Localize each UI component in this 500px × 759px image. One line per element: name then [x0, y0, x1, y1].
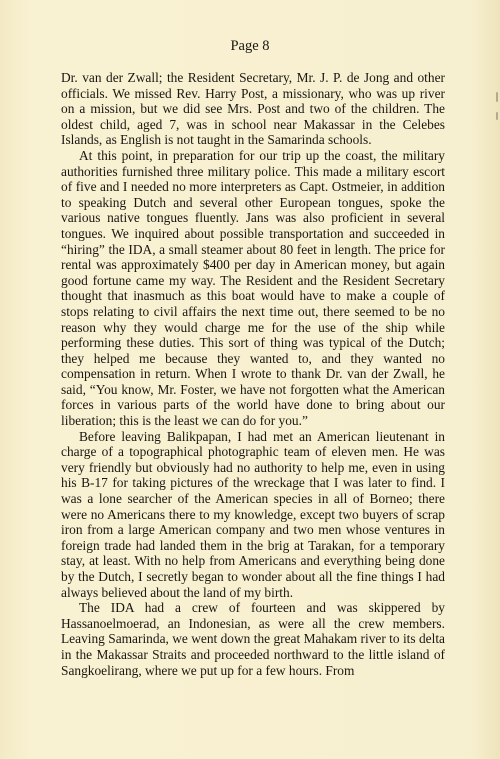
paragraph: The IDA had a crew of fourteen and was skippered by Hassanoelmoerad, an Indonesian, as were all the crew members. Leaving Samarinda, we went down the great Mahakam river to its delta in the Makassar Straits and proceeded northward to the little island of Sangkoelirang, where we put up for a few hours. From: [61, 600, 445, 678]
paragraph: Before leaving Balikpapan, I had met an American lieutenant in charge of a topographical photographic team of eleven men. He was very friendly but obviously had no authority to help me, even in using his B-17 for taking pictures of the wreckage that I was later to find. I was a lone searcher of the American species in all of Borneo; there were no Americans there to my knowledge, except two buyers of scrap iron from a large American company and two men whose ventures in foreign trade had landed them in the brig at Tarakan, for a temporary stay, at least. With no help from Americans and everything being done by the Dutch, I secretly began to wonder about all the fine things I had always believed about the land of my birth.: [61, 428, 445, 600]
page-number: Page 8: [230, 38, 270, 54]
page-edge-mark: [496, 112, 498, 120]
page-body: [61, 70, 445, 678]
paragraph: At this point, in preparation for our trip up the coast, the military authorities furnished three military police. This made a military escort of five and I needed no more interpreters as Capt. Ostmeier, in addition to speaking Dutch and several other European tongues, spoke the various native tongues fluently. Jans was also proficient in several tongues. We inquired about possible transportation and succeeded in “hiring” the IDA, a small steamer about 80 feet in length. The price for rental was approximately $400 per day in American money, but again good fortune came my way. The Resident and the Resident Secretary thought that inasmuch as this boat would have to make a couple of stops relating to civil affairs the next time out, there seemed to be no reason why they would charge me for the use of the ship while performing these duties. This sort of thing was typical of the Dutch; they helped me because they wanted to, and they wanted no compensation in return. When I wrote to thank Dr. van der Zwall, he said, “You know, Mr. Foster, we have not forgotten what the American forces in various parts of the world have done to bring about our liberation; this is the least we can do for you.”: [61, 147, 445, 429]
page-edge-mark: [496, 92, 498, 102]
paragraph: Dr. van der Zwall; the Resident Secretary, Mr. J. P. de Jong and other officials. We missed Rev. Harry Post, a missionary, who was up river on a mission, but we did see Mrs. Post and two of the children. The oldest child, aged 7, was in school near Makassar in the Celebes Islands, as English is not taught in the Samarinda schools.: [61, 70, 445, 148]
